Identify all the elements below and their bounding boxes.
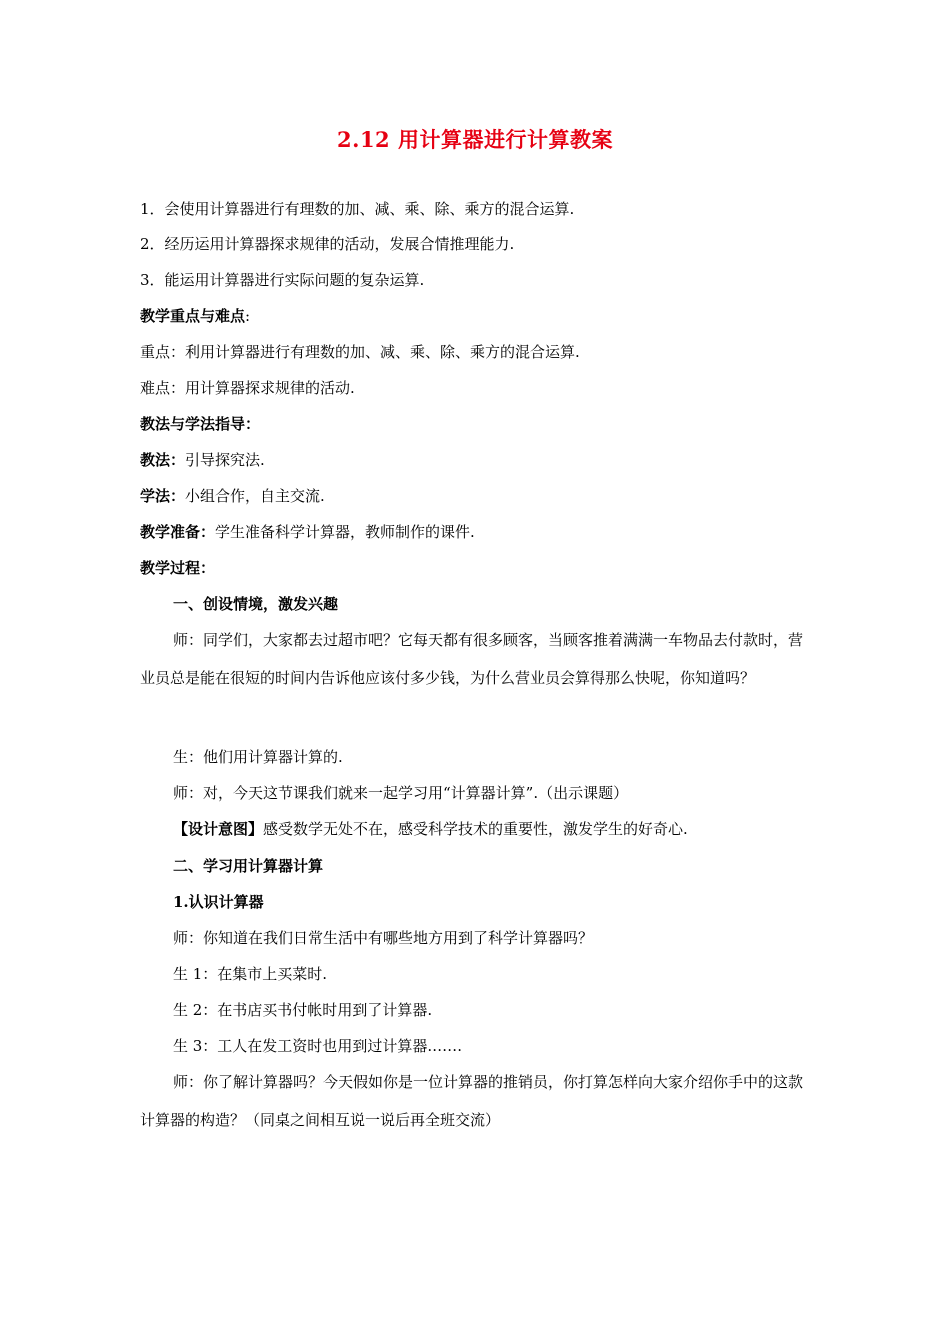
focus-line: 重点：利用计算器进行有理数的加、减、乘、除、乘方的混合运算. [140,343,580,361]
objective-1: 1．会使用计算器进行有理数的加、减、乘、除、乘方的混合运算. [140,200,575,218]
section-1-title: 一、创设情境，激发兴趣 [173,595,339,613]
objective-2: 2．经历运用计算器探求规律的活动，发展合情推理能力. [140,235,515,253]
section-2-title: 二、学习用计算器计算 [173,857,324,875]
teaching-method-value: 引导探究法. [185,451,265,469]
preparation-line [140,522,475,542]
key-points-heading-colon: : [245,307,251,325]
student-reply-c: 生 3：工人在发工资时也用到过计算器.…… [173,1037,463,1055]
teacher-line-2: 师：对，今天这节课我们就来一起学习用“计算器计算”.（出示课题） [173,784,629,802]
objective-3: 3．能运用计算器进行实际问题的复杂运算. [140,271,425,289]
student-reply-1: 生：他们用计算器计算的. [173,748,343,766]
document-title: 2.12 用计算器进行计算教案 [337,127,613,152]
design-intent-label: 【设计意图】 [173,820,264,838]
student-reply-a: 生 1：在集市上买菜时. [173,965,328,983]
methods-heading: 教法与学法指导： [140,415,261,433]
key-points-heading [140,306,250,326]
difficulty-line: 难点：用计算器探求规律的活动. [140,379,355,397]
teacher-paragraph-1: 师：同学们，大家都去过超市吧？它每天都有很多顾客，当顾客推着满满一车物品去付款时，营业员总是能在很短的时间内告诉他应该付多少钱，为什么营业员会算得那么快呢，你知道吗？ [140,631,804,687]
student-reply-b: 生 2：在书店买书付帐时用到了计算器. [173,1001,433,1019]
teacher-line-3: 师：你知道在我们日常生活中有哪些地方用到了科学计算器吗？ [173,929,594,947]
process-heading: 教学过程： [140,559,216,577]
subsection-1-title: 1.认识计算器 [173,893,264,911]
learning-method-line [140,486,325,506]
teaching-method-label: 教法： [140,451,186,469]
teacher-paragraph-4: 师：你了解计算器吗？今天假如你是一位计算器的推销员，你打算怎样向大家介绍你手中的这款计算器的构造？（同桌之间相互说一说后再全班交流） [140,1073,804,1129]
learning-method-value: 小组合作，自主交流. [185,487,325,505]
preparation-value: 学生准备科学计算器，教师制作的课件. [215,523,475,541]
teaching-method-line [140,450,265,470]
preparation-label: 教学准备： [140,523,216,541]
design-intent-value: 感受数学无处不在，感受科学技术的重要性，激发学生的好奇心. [263,820,688,838]
design-intent-line [173,819,688,839]
key-points-heading-text: 教学重点与难点 [140,307,246,325]
learning-method-label: 学法： [140,487,186,505]
